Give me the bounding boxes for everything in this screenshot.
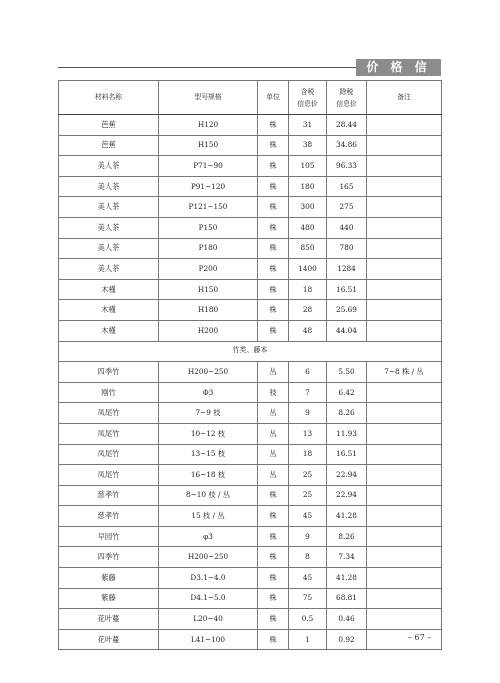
cell-note xyxy=(367,506,442,527)
cell-incl: 300 xyxy=(289,197,327,218)
cell-note xyxy=(367,259,442,280)
header-rule xyxy=(58,67,356,68)
cell-excl: 68.81 xyxy=(327,588,367,609)
cell-incl: 9 xyxy=(289,403,327,424)
header-name: 材料名称 xyxy=(59,81,159,115)
price-table xyxy=(58,80,442,650)
cell-name: 刚竹 xyxy=(59,382,159,403)
cell-spec: 7~9 枝 xyxy=(159,403,258,424)
table-row xyxy=(59,629,442,650)
cell-note xyxy=(367,238,442,259)
cell-excl: 16.51 xyxy=(327,279,367,300)
table-row xyxy=(59,135,442,156)
cell-spec: 8~10 枝 / 丛 xyxy=(159,485,258,506)
cell-unit: 株 xyxy=(258,300,289,321)
cell-name: 芭蕉 xyxy=(59,115,159,136)
cell-unit: 株 xyxy=(258,238,289,259)
table-body-group2 xyxy=(59,362,442,650)
cell-incl: 45 xyxy=(289,568,327,589)
cell-spec: H200~250 xyxy=(159,547,258,568)
table-row xyxy=(59,382,442,403)
cell-unit: 株 xyxy=(258,259,289,280)
cell-excl: 8.26 xyxy=(327,526,367,547)
cell-incl: 0.5 xyxy=(289,609,327,630)
table-row xyxy=(59,526,442,547)
cell-excl: 8.26 xyxy=(327,403,367,424)
cell-note xyxy=(367,568,442,589)
cell-incl: 31 xyxy=(289,115,327,136)
table-row xyxy=(59,485,442,506)
cell-name: 凤尾竹 xyxy=(59,444,159,465)
cell-incl: 18 xyxy=(289,279,327,300)
cell-note xyxy=(367,176,442,197)
cell-note xyxy=(367,320,442,341)
cell-incl: 38 xyxy=(289,135,327,156)
cell-excl: 0.92 xyxy=(327,629,367,650)
cell-excl: 780 xyxy=(327,238,367,259)
section-row-group xyxy=(59,341,442,362)
cell-unit: 丛 xyxy=(258,423,289,444)
table-row xyxy=(59,568,442,589)
cell-incl: 13 xyxy=(289,423,327,444)
cell-spec: 10~12 枝 xyxy=(159,423,258,444)
cell-incl: 75 xyxy=(289,588,327,609)
cell-excl: 275 xyxy=(327,197,367,218)
cell-spec: P150 xyxy=(159,217,258,238)
cell-name: 木槿 xyxy=(59,279,159,300)
cell-incl: 180 xyxy=(289,176,327,197)
cell-unit: 枝 xyxy=(258,382,289,403)
header-note: 备注 xyxy=(367,81,442,115)
cell-unit: 株 xyxy=(258,320,289,341)
cell-excl: 16.51 xyxy=(327,444,367,465)
cell-name: 四季竹 xyxy=(59,547,159,568)
cell-incl: 480 xyxy=(289,217,327,238)
cell-name: 四季竹 xyxy=(59,362,159,383)
cell-name: 凤尾竹 xyxy=(59,423,159,444)
header-unit: 单位 xyxy=(258,81,289,115)
cell-name: 紫藤 xyxy=(59,568,159,589)
cell-excl: 6.42 xyxy=(327,382,367,403)
cell-incl: 48 xyxy=(289,320,327,341)
cell-excl: 41.28 xyxy=(327,568,367,589)
cell-note xyxy=(367,609,442,630)
cell-spec: L20~40 xyxy=(159,609,258,630)
cell-unit: 株 xyxy=(258,588,289,609)
cell-incl: 7 xyxy=(289,382,327,403)
cell-excl: 11.93 xyxy=(327,423,367,444)
cell-excl: 7.34 xyxy=(327,547,367,568)
table-row xyxy=(59,238,442,259)
cell-name: 美人茶 xyxy=(59,156,159,177)
cell-spec: D4.1~5.0 xyxy=(159,588,258,609)
cell-unit: 株 xyxy=(258,526,289,547)
cell-spec: P71~90 xyxy=(159,156,258,177)
section-row xyxy=(59,341,442,362)
cell-unit: 株 xyxy=(258,279,289,300)
cell-incl: 25 xyxy=(289,485,327,506)
cell-name: 美人茶 xyxy=(59,217,159,238)
cell-unit: 株 xyxy=(258,485,289,506)
cell-unit: 株 xyxy=(258,217,289,238)
table-row xyxy=(59,444,442,465)
cell-incl: 105 xyxy=(289,156,327,177)
cell-spec: H150 xyxy=(159,279,258,300)
table-row xyxy=(59,403,442,424)
cell-excl: 0.46 xyxy=(327,609,367,630)
cell-note xyxy=(367,156,442,177)
table-row xyxy=(59,423,442,444)
header-tax-incl xyxy=(289,81,327,115)
cell-name: 美人茶 xyxy=(59,259,159,280)
cell-note xyxy=(367,197,442,218)
cell-note xyxy=(367,465,442,486)
cell-note xyxy=(367,444,442,465)
cell-spec: P121~150 xyxy=(159,197,258,218)
table-row xyxy=(59,465,442,486)
table-row xyxy=(59,115,442,136)
cell-excl: 44.04 xyxy=(327,320,367,341)
cell-note xyxy=(367,382,442,403)
cell-unit: 丛 xyxy=(258,444,289,465)
table-row xyxy=(59,156,442,177)
table-row xyxy=(59,259,442,280)
header-spec: 型号规格 xyxy=(159,81,258,115)
table-row xyxy=(59,300,442,321)
cell-incl: 9 xyxy=(289,526,327,547)
cell-note xyxy=(367,135,442,156)
cell-note xyxy=(367,547,442,568)
cell-note xyxy=(367,403,442,424)
table-row xyxy=(59,176,442,197)
cell-spec: φ3 xyxy=(159,526,258,547)
header-tax-incl-line1: 含税 xyxy=(300,87,315,96)
cell-excl: 5.50 xyxy=(327,362,367,383)
cell-name: 美人茶 xyxy=(59,238,159,259)
cell-note xyxy=(367,115,442,136)
cell-unit: 丛 xyxy=(258,465,289,486)
cell-excl: 28.44 xyxy=(327,115,367,136)
cell-name: 美人茶 xyxy=(59,197,159,218)
cell-spec: 15 枝 / 丛 xyxy=(159,506,258,527)
table-row xyxy=(59,588,442,609)
cell-unit: 株 xyxy=(258,115,289,136)
cell-excl: 22.94 xyxy=(327,465,367,486)
cell-note xyxy=(367,423,442,444)
cell-excl: 41.28 xyxy=(327,506,367,527)
cell-incl: 1 xyxy=(289,629,327,650)
cell-incl: 850 xyxy=(289,238,327,259)
cell-note xyxy=(367,217,442,238)
header-tax-excl-line2: 信息价 xyxy=(336,99,357,108)
cell-unit: 株 xyxy=(258,547,289,568)
cell-unit: 株 xyxy=(258,176,289,197)
cell-name: 美人茶 xyxy=(59,176,159,197)
table-row xyxy=(59,320,442,341)
cell-incl: 8 xyxy=(289,547,327,568)
cell-name: 花叶蔓 xyxy=(59,629,159,650)
cell-name: 木槿 xyxy=(59,300,159,321)
cell-incl: 45 xyxy=(289,506,327,527)
cell-spec: H180 xyxy=(159,300,258,321)
cell-incl: 28 xyxy=(289,300,327,321)
page-number: – 67 – xyxy=(408,633,432,642)
cell-incl: 1400 xyxy=(289,259,327,280)
cell-spec: 16~18 枝 xyxy=(159,465,258,486)
cell-spec: 13~15 枝 xyxy=(159,444,258,465)
cell-spec: P180 xyxy=(159,238,258,259)
table-row xyxy=(59,197,442,218)
cell-excl: 34.86 xyxy=(327,135,367,156)
table-body-group1 xyxy=(59,115,442,342)
header-tax-incl-line2: 信息价 xyxy=(297,99,318,108)
cell-name: 凤尾竹 xyxy=(59,465,159,486)
header-tax-excl xyxy=(327,81,367,115)
cell-excl: 22.94 xyxy=(327,485,367,506)
cell-note xyxy=(367,300,442,321)
section-title: 竹类、藤本 xyxy=(59,341,442,362)
cell-note xyxy=(367,485,442,506)
table-header-row xyxy=(59,81,442,115)
cell-unit: 株 xyxy=(258,609,289,630)
header-tax-excl-line1: 除税 xyxy=(339,87,354,96)
cell-unit: 株 xyxy=(258,135,289,156)
cell-unit: 丛 xyxy=(258,362,289,383)
cell-name: 木槿 xyxy=(59,320,159,341)
cell-note xyxy=(367,526,442,547)
cell-name: 花叶蔓 xyxy=(59,609,159,630)
cell-note xyxy=(367,279,442,300)
cell-name: 芭蕉 xyxy=(59,135,159,156)
cell-unit: 株 xyxy=(258,197,289,218)
table-row xyxy=(59,362,442,383)
cell-name: 慈孝竹 xyxy=(59,485,159,506)
cell-note: 7~8 株 / 丛 xyxy=(367,362,442,383)
cell-note xyxy=(367,588,442,609)
cell-unit: 株 xyxy=(258,629,289,650)
cell-incl: 25 xyxy=(289,465,327,486)
cell-spec: H200~250 xyxy=(159,362,258,383)
cell-spec: P91~120 xyxy=(159,176,258,197)
cell-unit: 株 xyxy=(258,568,289,589)
cell-excl: 440 xyxy=(327,217,367,238)
cell-unit: 丛 xyxy=(258,403,289,424)
cell-incl: 6 xyxy=(289,362,327,383)
cell-spec: L41~100 xyxy=(159,629,258,650)
table-row xyxy=(59,547,442,568)
cell-unit: 株 xyxy=(258,156,289,177)
table-row xyxy=(59,279,442,300)
cell-spec: Φ3 xyxy=(159,382,258,403)
table-row xyxy=(59,217,442,238)
cell-spec: H200 xyxy=(159,320,258,341)
cell-excl: 25.69 xyxy=(327,300,367,321)
cell-spec: D3.1~4.0 xyxy=(159,568,258,589)
cell-excl: 1284 xyxy=(327,259,367,280)
table-row xyxy=(59,506,442,527)
cell-name: 凤尾竹 xyxy=(59,403,159,424)
cell-unit: 株 xyxy=(258,506,289,527)
cell-name: 慈孝竹 xyxy=(59,506,159,527)
cell-name: 早园竹 xyxy=(59,526,159,547)
cell-excl: 96.33 xyxy=(327,156,367,177)
cell-incl: 18 xyxy=(289,444,327,465)
cell-name: 紫藤 xyxy=(59,588,159,609)
table-row xyxy=(59,609,442,630)
section-header-tab: 价 格 信 息 xyxy=(356,59,441,76)
cell-spec: H150 xyxy=(159,135,258,156)
cell-excl: 165 xyxy=(327,176,367,197)
cell-spec: H120 xyxy=(159,115,258,136)
cell-spec: P200 xyxy=(159,259,258,280)
